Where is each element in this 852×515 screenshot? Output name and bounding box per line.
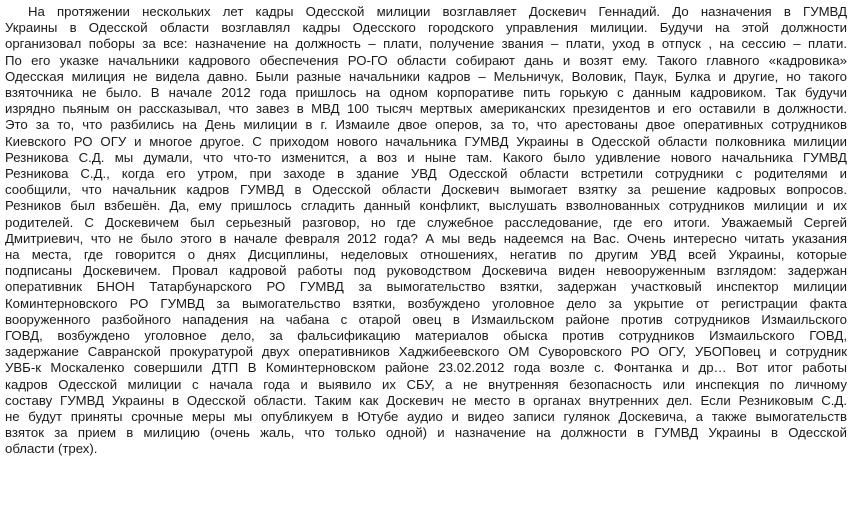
article-line: Резникова С.Д. мы думали, что что-то изменится, а воз и ныне там. Какого было удивление нового начальника ГУМВД [5, 149, 847, 165]
article-line: Киевского РО ОГУ и многое другое. С приходом нового начальника ГУМВД Украины в Одесской области полковника милиции [5, 133, 847, 149]
article-line: изрядно пьяным он рассказывал, что завез в МВД 100 тысяч мертвых американских президентов и его оставили в должности. [5, 101, 847, 117]
article-line: Одесская милиция не видела давно. Были разные начальники кадров – Мельничук, Воловик, Паук, Булка и другие, но такого [5, 68, 847, 84]
article-line: на места, где говорится о днях Дисциплины, неделовых отношениях, негатив по другим УВД всей Украины, которые [5, 247, 847, 263]
article-line: сообщили, что начальник кадров ГУМВД в Одесской области Доскевич вымогает взятку за решение кадровых вопросов. [5, 182, 847, 198]
article-line: не будут приняты срочные меры мы опубликуем в Ютубе аудио и видео записи гулянок Доскевича, а также вымогательств [5, 409, 847, 425]
article-line: области (трех). [5, 441, 98, 457]
article-line: На протяжении нескольких лет кадры Одесской милиции возглавляет Доскевич Геннадий. До назначения в ГУМВД [28, 4, 847, 19]
article-line: составу ГУМВД Украины в Одесской области. Таким как Доскевич не место в органах внутренних дел. Если Резниковым С.Д. [5, 392, 847, 408]
article-line: оперативник БНОН Татарбунарского РО ГУМВД за вымогательство взятки, задержан участковый инспектор милиции [5, 279, 847, 295]
article-line: Дмитриевич, что не было этого в начале февраля 2012 года? А мы ведь надеемся на Вас. Очень интересно читать указания [5, 230, 847, 246]
article-line: вооруженного разбойного нападения на чабана с отарой овец в Измаильском районе против сотрудников Измаильского [5, 311, 847, 327]
article-line: Резникова С.Д., когда его утром, при заходе в здание УВД Одесской области встретили сотрудники с родителями и [5, 166, 847, 182]
article-line: По его указке начальники кадрового обеспечения РО-ГО области собирают дань и возят ему. Такого главного «кадровика» [5, 52, 847, 68]
article-body [5, 4, 847, 458]
article-line: задержание Савранской прокуратурой двух оперативников Хаджибеевского ОМ Суворовского РО ОГУ, УБОПовец и сотрудник [5, 344, 847, 360]
article-line: взяточника не было. В начале 2012 года пришлось на одном корпоративе пить горькую с данным кадровиком. Так будучи [5, 85, 847, 101]
article-line: родителей. С Доскевичем был серьезный разговор, но где служебное расследование, где его итоги. Уважаемый Сергей [5, 214, 847, 230]
article-line: взяток за прием в милицию (очень жаль, что только одной) и назначение на должности в ГУМВД Украины в Одесской [5, 425, 847, 441]
article-line: Коминтерновского РО ГУМВД за вымогательство взятки, возбуждено уголовное дело за укрытие от регистрации факта [5, 295, 847, 311]
article-line: ГОВД, возбуждено уголовное дело, за фальсификацию материалов обыска против сотрудников Измаильского ГОВД, [5, 328, 847, 344]
article-line: Это за то, что разбились на День милиции в г. Измаиле двое оперов, за то, что арестованы двое оперативных сотрудников [5, 117, 847, 133]
article-line: УВБ-к Москаленко совершили ДТП В Коминтерновском районе 23.02.2012 года возле с. Фонтанка и др… Вот итог работы [5, 360, 847, 376]
article-line: кадров Одесской милиции с начала года и выявило их СБУ, а не внутренняя безопасность или инспекция по личному [5, 376, 847, 392]
article-line: подписаны Доскевичем. Провал кадровой работы под руководством Доскевича виден невооруженным взглядом: задержан [5, 263, 847, 279]
article-line: Украины в Одесской области возглавлял кадры Одесского городского управления милиции. Будучи на этой должности [5, 20, 847, 36]
article-line: Резников был взбешён. Да, ему пришлось сгладить данный конфликт, выслушать взволнованных сотрудников милиции и их [5, 198, 847, 214]
article-line: организовал поборы за все: назначение на должность – плати, получение звания – плати, уход в отпуск , на сессию – плати. [5, 36, 847, 52]
